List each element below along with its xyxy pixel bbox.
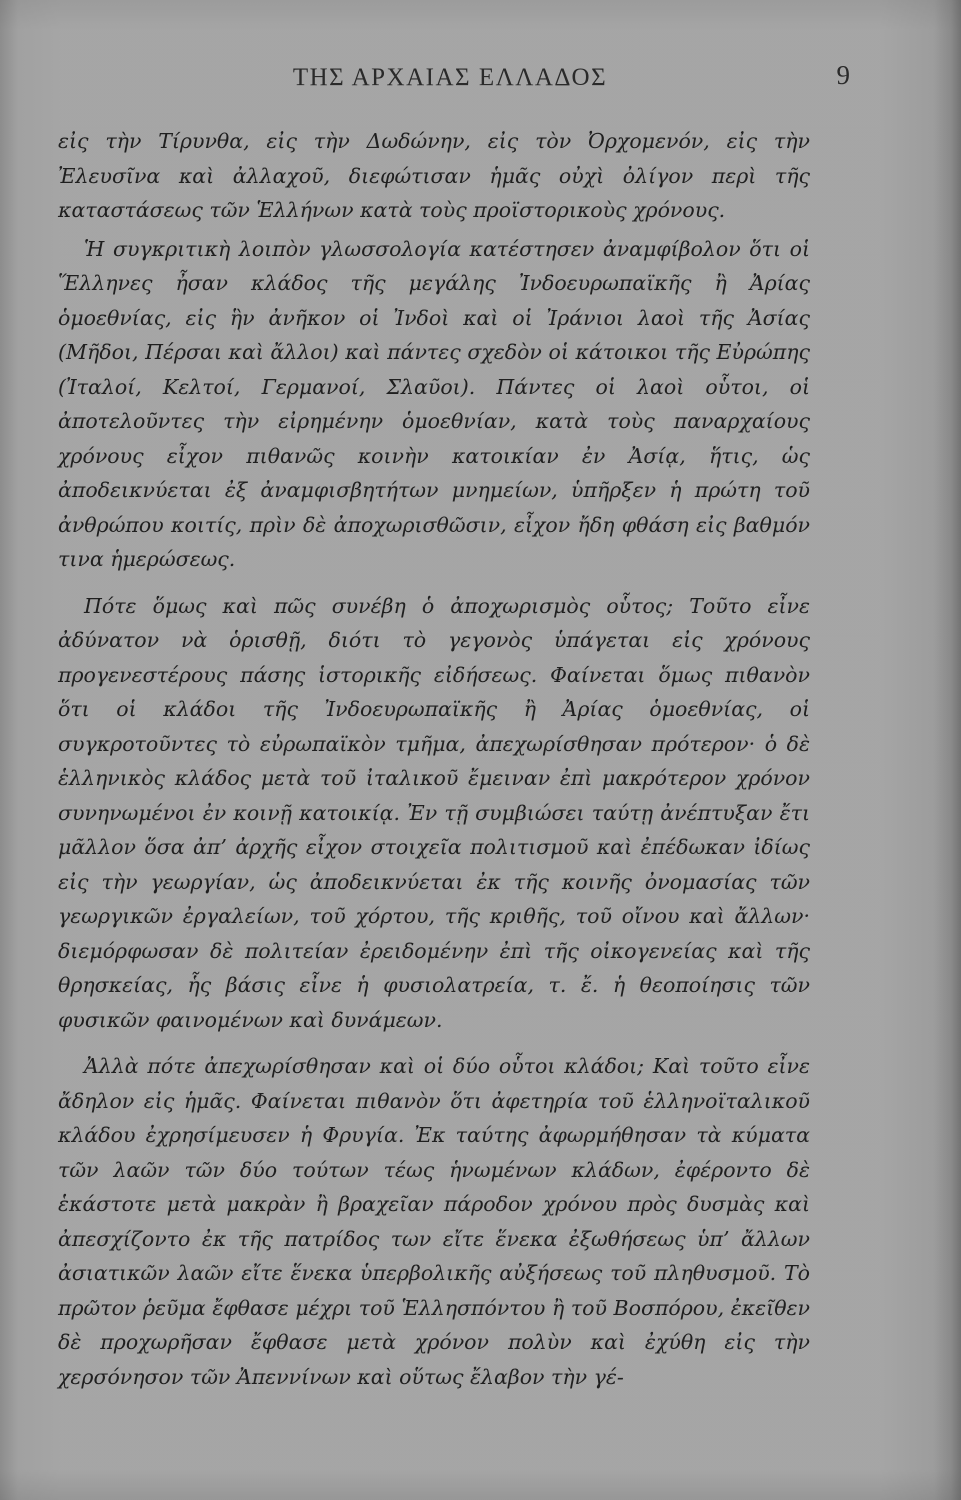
page-header [60,60,850,100]
page-body [58,124,810,1406]
paragraph-3: Πότε ὅμως καὶ πῶς συνέβη ὁ ἀποχωρισμὸς οὗτος; Τοῦτο εἶνε ἀδύνατον νὰ ὁρισθῇ, διότι τὸ γεγονὸς ὑπάγεται εἰς χρόνους προγενεστέρους πάσης ἱστορικῆς εἰδήσεως. Φαίνεται ὅμως πιθανὸν ὅτι οἱ κλάδοι τῆς Ἰνδοευρωπαϊκῆς ἢ Ἀρίας ὁμοεθνίας, οἱ συγκροτοῦντες τὸ εὐρωπαϊκὸν τμῆμα, ἀπεχωρίσθησαν πρότερον· ὁ δὲ ἑλληνικὸς κλάδος μετὰ τοῦ ἰταλικοῦ ἔμειναν ἐπὶ μακρότερον χρόνον συνηνωμένοι ἐν κοινῇ κατοικίᾳ. Ἐν τῇ συμβιώσει ταύτῃ ἀνέπτυξαν ἔτι μᾶλλον ὅσα ἀπ’ ἀρχῆς εἶχον στοιχεῖα πολιτισμοῦ καὶ ἐπέδωκαν ἰδίως εἰς τὴν γεωργίαν, ὡς ἀποδεικνύεται ἐκ τῆς κοινῆς ὀνομασίας τῶν γεωργικῶν ἐργαλείων, τοῦ χόρτου, τῆς κριθῆς, τοῦ οἴνου καὶ ἄλλων· διεμόρφωσαν δὲ πολιτείαν ἐρειδομένην ἐπὶ τῆς οἰκογενείας καὶ τῆς θρησκείας, ἧς βάσις εἶνε ἡ φυσιολατρεία, τ. ἔ. ἡ θεοποίησις τῶν φυσικῶν φαινομένων καὶ δυνάμεων. [58,593,810,1032]
paragraph-4: Ἀλλὰ πότε ἀπεχωρίσθησαν καὶ οἱ δύο οὗτοι κλάδοι; Καὶ τοῦτο εἶνε ἄδηλον εἰς ἡμᾶς. Φαίνεται πιθανὸν ὅτι ἀφετηρία τοῦ ἑλληνοϊταλικοῦ κλάδου ἐχρησίμευσεν ἡ Φρυγία. Ἐκ ταύτης ἀφωρμήθησαν τὰ κύματα τῶν λαῶν τῶν δύο τούτων τέως ἡνωμένων κλάδων, ἐφέροντο δὲ ἑκάστοτε μετὰ μακρὰν ἢ βραχεῖαν πάροδον χρόνου πρὸς δυσμὰς καὶ ἀπεσχίζοντο ἐκ τῆς πατρίδος των εἴτε ἕνεκα ἐξωθήσεως ὑπ’ ἄλλων ἀσιατικῶν λαῶν εἴτε ἕνεκα ὑπερβολικῆς αὐξήσεως τοῦ πληθυσμοῦ. Τὸ πρῶτον ῥεῦμα ἔφθασε μέχρι τοῦ Ἑλλησπόντου ἢ τοῦ Βοσπόρου, ἐκεῖθεν δὲ προχωρῆσαν ἔφθασε μετὰ χρόνον πολὺν καὶ ἐχύθη εἰς τὴν χερσόνησον τῶν Ἀπεννίνων καὶ οὕτως ἔλαβον τὴν γέ- [58,1054,810,1389]
paragraph-1: εἰς τὴν Τίρυνθα, εἰς τὴν Δωδώνην, εἰς τὸν Ὀρχομενόν, εἰς τὴν Ἐλευσῖνα καὶ ἀλλαχοῦ, διεφώτισαν ἡμᾶς οὐχὶ ὀλίγον περὶ τῆς καταστάσεως τῶν Ἑλλήνων κατὰ τοὺς προϊστορικοὺς χρόνους. [58,129,810,222]
paragraph-2: Ἡ συγκριτικὴ λοιπὸν γλωσσολογία κατέστησεν ἀναμφίβολον ὅτι οἱ Ἕλληνες ἦσαν κλάδος τῆς μεγάλης Ἰνδοευρωπαϊκῆς ἢ Ἀρίας ὁμοεθνίας, εἰς ἣν ἀνῆκον οἱ Ἰνδοὶ καὶ οἱ Ἰράνιοι λαοὶ τῆς Ἀσίας (Μῆδοι, Πέρσαι καὶ ἄλλοι) καὶ πάντες σχεδὸν οἱ κάτοικοι τῆς Εὐρώπης (Ἰταλοί, Κελτοί, Γερμανοί, Σλαῦοι). Πάντες οἱ λαοὶ οὗτοι, οἱ ἀποτελοῦντες τὴν εἰρημένην ὁμοεθνίαν, κατὰ τοὺς παναρχαίους χρόνους εἶχον πιθανῶς κοινὴν κατοικίαν ἐν Ἀσίᾳ, ἥτις, ὡς ἀποδεικνύεται ἐξ ἀναμφισβητήτων μνημείων, ὑπῆρξεν ἡ πρώτη τοῦ ἀνθρώπου κοιτίς, πρὶν δὲ ἀποχωρισθῶσιν, εἶχον ἤδη φθάση εἰς βαθμόν τινα ἡμερώσεως. [58,236,810,571]
running-title: ΤΗΣ ΑΡΧΑΙΑΣ ΕΛΛΑΔΟΣ [292,64,608,91]
page-edge-shadow [933,0,961,1500]
page-number: 9 [836,60,850,90]
